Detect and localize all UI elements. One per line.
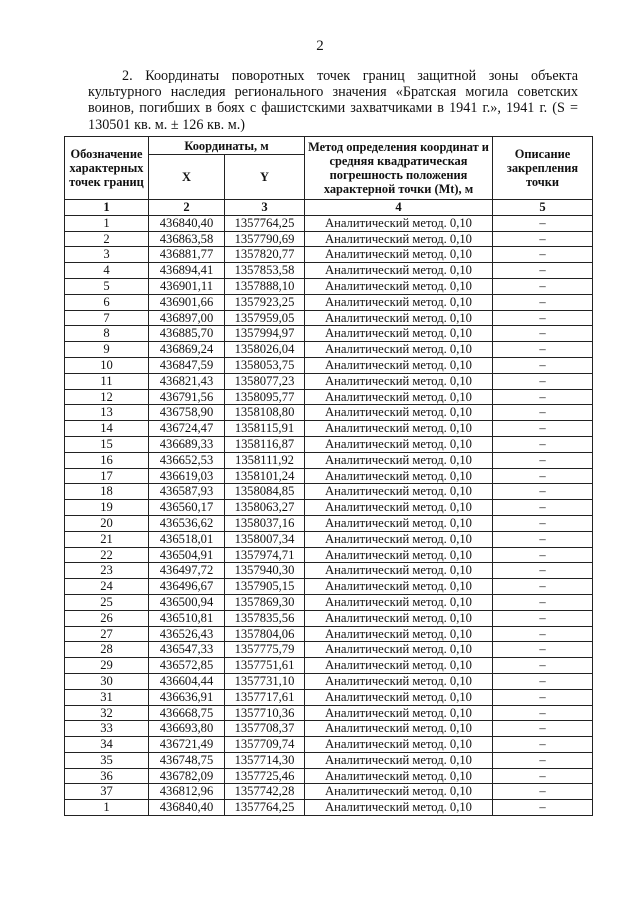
column-number: 3 [225, 200, 305, 216]
table-row [65, 531, 593, 547]
method-cell: Аналитический метод. 0,10 [305, 310, 493, 326]
point-id-cell: 3 [65, 247, 149, 263]
y-coordinate-cell: 1358026,04 [225, 342, 305, 358]
point-id-cell: 24 [65, 579, 149, 595]
y-coordinate-cell: 1357764,25 [225, 215, 305, 231]
x-coordinate-cell: 436572,85 [149, 658, 225, 674]
table-row [65, 405, 593, 421]
x-coordinate-cell: 436894,41 [149, 263, 225, 279]
point-id-cell: 16 [65, 452, 149, 468]
point-id-cell: 7 [65, 310, 149, 326]
method-cell: Аналитический метод. 0,10 [305, 531, 493, 547]
description-cell: – [493, 658, 593, 674]
method-cell: Аналитический метод. 0,10 [305, 278, 493, 294]
table-row [65, 342, 593, 358]
x-coordinate-cell: 436782,09 [149, 768, 225, 784]
table-row [65, 452, 593, 468]
point-id-cell: 1 [65, 215, 149, 231]
description-cell: – [493, 342, 593, 358]
table-row [65, 278, 593, 294]
description-cell: – [493, 705, 593, 721]
y-coordinate-cell: 1357923,25 [225, 294, 305, 310]
y-coordinate-cell: 1357869,30 [225, 594, 305, 610]
point-id-cell: 32 [65, 705, 149, 721]
x-coordinate-cell: 436587,93 [149, 484, 225, 500]
method-cell: Аналитический метод. 0,10 [305, 800, 493, 816]
description-cell: – [493, 673, 593, 689]
description-cell: – [493, 294, 593, 310]
point-id-cell: 27 [65, 626, 149, 642]
description-cell: – [493, 468, 593, 484]
table-row [65, 247, 593, 263]
point-id-cell: 10 [65, 357, 149, 373]
point-id-cell: 28 [65, 642, 149, 658]
x-coordinate-cell: 436504,91 [149, 547, 225, 563]
x-coordinate-cell: 436547,33 [149, 642, 225, 658]
table-row [65, 326, 593, 342]
point-id-cell: 36 [65, 768, 149, 784]
method-cell: Аналитический метод. 0,10 [305, 373, 493, 389]
point-id-cell: 31 [65, 689, 149, 705]
table-row [65, 500, 593, 516]
point-id-cell: 30 [65, 673, 149, 689]
method-cell: Аналитический метод. 0,10 [305, 594, 493, 610]
description-cell: – [493, 768, 593, 784]
x-coordinate-cell: 436721,49 [149, 737, 225, 753]
description-cell: – [493, 800, 593, 816]
y-coordinate-cell: 1357959,05 [225, 310, 305, 326]
method-cell: Аналитический метод. 0,10 [305, 484, 493, 500]
table-row [65, 658, 593, 674]
point-id-cell: 15 [65, 436, 149, 452]
table-row [65, 515, 593, 531]
x-coordinate-cell: 436847,59 [149, 357, 225, 373]
method-cell: Аналитический метод. 0,10 [305, 405, 493, 421]
method-cell: Аналитический метод. 0,10 [305, 452, 493, 468]
point-id-cell: 22 [65, 547, 149, 563]
table-row [65, 547, 593, 563]
method-cell: Аналитический метод. 0,10 [305, 342, 493, 358]
method-cell: Аналитический метод. 0,10 [305, 626, 493, 642]
y-coordinate-cell: 1357804,06 [225, 626, 305, 642]
x-coordinate-cell: 436668,75 [149, 705, 225, 721]
table-row [65, 231, 593, 247]
description-cell: – [493, 594, 593, 610]
header-y: Y [225, 155, 305, 200]
y-coordinate-cell: 1357940,30 [225, 563, 305, 579]
description-cell: – [493, 484, 593, 500]
method-cell: Аналитический метод. 0,10 [305, 721, 493, 737]
method-cell: Аналитический метод. 0,10 [305, 263, 493, 279]
y-coordinate-cell: 1357994,97 [225, 326, 305, 342]
y-coordinate-cell: 1358101,24 [225, 468, 305, 484]
table-row [65, 468, 593, 484]
table-row [65, 800, 593, 816]
method-cell: Аналитический метод. 0,10 [305, 247, 493, 263]
y-coordinate-cell: 1357853,58 [225, 263, 305, 279]
column-number: 2 [149, 200, 225, 216]
description-cell: – [493, 373, 593, 389]
point-id-cell: 2 [65, 231, 149, 247]
y-coordinate-cell: 1357742,28 [225, 784, 305, 800]
x-coordinate-cell: 436901,11 [149, 278, 225, 294]
method-cell: Аналитический метод. 0,10 [305, 658, 493, 674]
table-row [65, 721, 593, 737]
x-coordinate-cell: 436526,43 [149, 626, 225, 642]
point-id-cell: 25 [65, 594, 149, 610]
table-row [65, 594, 593, 610]
description-cell: – [493, 515, 593, 531]
point-id-cell: 9 [65, 342, 149, 358]
y-coordinate-cell: 1357717,61 [225, 689, 305, 705]
table-row [65, 484, 593, 500]
x-coordinate-cell: 436510,81 [149, 610, 225, 626]
table-row [65, 579, 593, 595]
point-id-cell: 17 [65, 468, 149, 484]
y-coordinate-cell: 1358115,91 [225, 421, 305, 437]
y-coordinate-cell: 1357790,69 [225, 231, 305, 247]
point-id-cell: 35 [65, 752, 149, 768]
table-row [65, 642, 593, 658]
method-cell: Аналитический метод. 0,10 [305, 294, 493, 310]
table-row [65, 784, 593, 800]
x-coordinate-cell: 436881,77 [149, 247, 225, 263]
method-cell: Аналитический метод. 0,10 [305, 436, 493, 452]
description-cell: – [493, 626, 593, 642]
method-cell: Аналитический метод. 0,10 [305, 563, 493, 579]
description-cell: – [493, 500, 593, 516]
x-coordinate-cell: 436748,75 [149, 752, 225, 768]
x-coordinate-cell: 436693,80 [149, 721, 225, 737]
table-row [65, 436, 593, 452]
description-cell: – [493, 784, 593, 800]
method-cell: Аналитический метод. 0,10 [305, 610, 493, 626]
y-coordinate-cell: 1358084,85 [225, 484, 305, 500]
description-cell: – [493, 721, 593, 737]
y-coordinate-cell: 1357775,79 [225, 642, 305, 658]
description-cell: – [493, 436, 593, 452]
point-id-cell: 21 [65, 531, 149, 547]
y-coordinate-cell: 1358037,16 [225, 515, 305, 531]
method-cell: Аналитический метод. 0,10 [305, 752, 493, 768]
point-id-cell: 20 [65, 515, 149, 531]
table-row [65, 768, 593, 784]
point-id-cell: 18 [65, 484, 149, 500]
column-number-row [65, 200, 593, 216]
y-coordinate-cell: 1357888,10 [225, 278, 305, 294]
table-row [65, 673, 593, 689]
section-heading [88, 68, 578, 133]
x-coordinate-cell: 436518,01 [149, 531, 225, 547]
y-coordinate-cell: 1357974,71 [225, 547, 305, 563]
table-row [65, 263, 593, 279]
point-id-cell: 19 [65, 500, 149, 516]
method-cell: Аналитический метод. 0,10 [305, 579, 493, 595]
y-coordinate-cell: 1357835,56 [225, 610, 305, 626]
x-coordinate-cell: 436652,53 [149, 452, 225, 468]
x-coordinate-cell: 436791,56 [149, 389, 225, 405]
table-row [65, 563, 593, 579]
x-coordinate-cell: 436885,70 [149, 326, 225, 342]
method-cell: Аналитический метод. 0,10 [305, 500, 493, 516]
method-cell: Аналитический метод. 0,10 [305, 737, 493, 753]
description-cell: – [493, 547, 593, 563]
description-cell: – [493, 563, 593, 579]
x-coordinate-cell: 436496,67 [149, 579, 225, 595]
x-coordinate-cell: 436636,91 [149, 689, 225, 705]
y-coordinate-cell: 1357710,36 [225, 705, 305, 721]
x-coordinate-cell: 436901,66 [149, 294, 225, 310]
header-x: X [149, 155, 225, 200]
method-cell: Аналитический метод. 0,10 [305, 389, 493, 405]
method-cell: Аналитический метод. 0,10 [305, 673, 493, 689]
description-cell: – [493, 531, 593, 547]
y-coordinate-cell: 1358108,80 [225, 405, 305, 421]
method-cell: Аналитический метод. 0,10 [305, 768, 493, 784]
x-coordinate-cell: 436724,47 [149, 421, 225, 437]
y-coordinate-cell: 1358111,92 [225, 452, 305, 468]
y-coordinate-cell: 1358007,34 [225, 531, 305, 547]
point-id-cell: 6 [65, 294, 149, 310]
point-id-cell: 34 [65, 737, 149, 753]
y-coordinate-cell: 1357709,74 [225, 737, 305, 753]
coordinates-table [64, 136, 593, 816]
description-cell: – [493, 231, 593, 247]
table-row [65, 689, 593, 705]
method-cell: Аналитический метод. 0,10 [305, 326, 493, 342]
description-cell: – [493, 689, 593, 705]
x-coordinate-cell: 436840,40 [149, 800, 225, 816]
point-id-cell: 14 [65, 421, 149, 437]
method-cell: Аналитический метод. 0,10 [305, 215, 493, 231]
x-coordinate-cell: 436897,00 [149, 310, 225, 326]
y-coordinate-cell: 1358053,75 [225, 357, 305, 373]
x-coordinate-cell: 436560,17 [149, 500, 225, 516]
point-id-cell: 23 [65, 563, 149, 579]
table-row [65, 294, 593, 310]
method-cell: Аналитический метод. 0,10 [305, 231, 493, 247]
description-cell: – [493, 610, 593, 626]
x-coordinate-cell: 436500,94 [149, 594, 225, 610]
description-cell: – [493, 452, 593, 468]
heading-text: 2. Координаты поворотных точек границ защитной зоны объекта культурного наследия регионального значения «Братская могила советских воинов, погибших в боях с фашистскими захватчиками в 1941 г.», 1941 г. (S = 130501 кв. м. ± 126 кв. м.) [88, 68, 578, 133]
y-coordinate-cell: 1357905,15 [225, 579, 305, 595]
description-cell: – [493, 326, 593, 342]
header-coordinates: Координаты, м [149, 137, 305, 155]
x-coordinate-cell: 436840,40 [149, 215, 225, 231]
method-cell: Аналитический метод. 0,10 [305, 515, 493, 531]
point-id-cell: 1 [65, 800, 149, 816]
description-cell: – [493, 579, 593, 595]
point-id-cell: 4 [65, 263, 149, 279]
y-coordinate-cell: 1357725,46 [225, 768, 305, 784]
table-row [65, 610, 593, 626]
table-row [65, 737, 593, 753]
description-cell: – [493, 357, 593, 373]
table-row [65, 310, 593, 326]
y-coordinate-cell: 1358095,77 [225, 389, 305, 405]
header-point: Обозначение характерных точек границ [65, 137, 149, 200]
table-row [65, 705, 593, 721]
point-id-cell: 29 [65, 658, 149, 674]
description-cell: – [493, 421, 593, 437]
table-row [65, 357, 593, 373]
method-cell: Аналитический метод. 0,10 [305, 642, 493, 658]
point-id-cell: 37 [65, 784, 149, 800]
table-row [65, 215, 593, 231]
description-cell: – [493, 215, 593, 231]
x-coordinate-cell: 436758,90 [149, 405, 225, 421]
column-number: 4 [305, 200, 493, 216]
description-cell: – [493, 247, 593, 263]
method-cell: Аналитический метод. 0,10 [305, 357, 493, 373]
y-coordinate-cell: 1357764,25 [225, 800, 305, 816]
y-coordinate-cell: 1357751,61 [225, 658, 305, 674]
column-number: 5 [493, 200, 593, 216]
x-coordinate-cell: 436619,03 [149, 468, 225, 484]
table-row [65, 373, 593, 389]
description-cell: – [493, 405, 593, 421]
method-cell: Аналитический метод. 0,10 [305, 421, 493, 437]
point-id-cell: 8 [65, 326, 149, 342]
point-id-cell: 5 [65, 278, 149, 294]
description-cell: – [493, 263, 593, 279]
description-cell: – [493, 752, 593, 768]
description-cell: – [493, 737, 593, 753]
method-cell: Аналитический метод. 0,10 [305, 689, 493, 705]
table-row [65, 389, 593, 405]
table-row [65, 421, 593, 437]
x-coordinate-cell: 436604,44 [149, 673, 225, 689]
x-coordinate-cell: 436863,58 [149, 231, 225, 247]
table-row [65, 752, 593, 768]
x-coordinate-cell: 436497,72 [149, 563, 225, 579]
table-body [65, 200, 593, 816]
x-coordinate-cell: 436821,43 [149, 373, 225, 389]
y-coordinate-cell: 1358063,27 [225, 500, 305, 516]
table-row [65, 626, 593, 642]
header-description: Описание закрепления точки [493, 137, 593, 200]
x-coordinate-cell: 436536,62 [149, 515, 225, 531]
point-id-cell: 13 [65, 405, 149, 421]
x-coordinate-cell: 436869,24 [149, 342, 225, 358]
header-method-text: Метод определения координат и средняя квадратическая погрешность положения характерной точки (Mt), м [308, 140, 489, 196]
description-cell: – [493, 310, 593, 326]
page-number: 2 [316, 38, 324, 54]
column-number: 1 [65, 200, 149, 216]
y-coordinate-cell: 1358077,23 [225, 373, 305, 389]
y-coordinate-cell: 1357708,37 [225, 721, 305, 737]
method-cell: Аналитический метод. 0,10 [305, 547, 493, 563]
header-method [305, 137, 493, 200]
point-id-cell: 11 [65, 373, 149, 389]
point-id-cell: 26 [65, 610, 149, 626]
description-cell: – [493, 389, 593, 405]
method-cell: Аналитический метод. 0,10 [305, 705, 493, 721]
point-id-cell: 12 [65, 389, 149, 405]
method-cell: Аналитический метод. 0,10 [305, 784, 493, 800]
y-coordinate-cell: 1357714,30 [225, 752, 305, 768]
description-cell: – [493, 278, 593, 294]
description-cell: – [493, 642, 593, 658]
y-coordinate-cell: 1357820,77 [225, 247, 305, 263]
method-cell: Аналитический метод. 0,10 [305, 468, 493, 484]
y-coordinate-cell: 1358116,87 [225, 436, 305, 452]
x-coordinate-cell: 436689,33 [149, 436, 225, 452]
y-coordinate-cell: 1357731,10 [225, 673, 305, 689]
point-id-cell: 33 [65, 721, 149, 737]
x-coordinate-cell: 436812,96 [149, 784, 225, 800]
